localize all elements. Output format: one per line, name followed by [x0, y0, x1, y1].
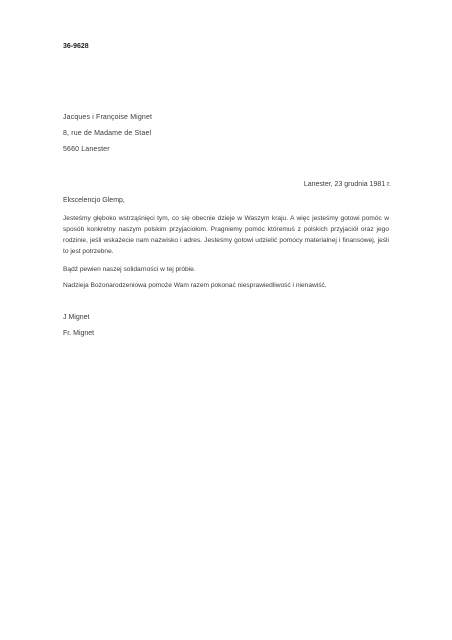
- body-paragraph-2: Bądź pewien naszej solidarności w tej próbie.: [63, 266, 196, 273]
- signature-1: J Mignet: [63, 314, 90, 321]
- document-id: 36-9628: [63, 43, 89, 50]
- sender-street: 8, rue de Madame de Stael: [63, 130, 152, 137]
- sender-name: Jacques i Françoise Mignet: [63, 114, 153, 121]
- body-paragraph-3: Nadzieja Bożonarodzeniowa pomoże Wam razem pokonać niesprawiedliwość i nienawiść.: [63, 282, 327, 289]
- signature-2: Fr. Mignet: [63, 330, 95, 337]
- letter-date: Lanester, 23 grudnia 1981 r.: [303, 181, 391, 188]
- body-paragraph-1: Jesteśmy głęboko wstrząśnięci tym, co się obecnie dzieje w Waszym kraju. A więc jesteśmy gotowi pomóc w sposób konkretny naszym polskim przyjaciołom. Pragniemy pomóc któremuś z polskich przyjaciół oraz jego rodzinie, jeśli wskażecie nam nazwisko i adres. Jesteśmy gotowi udzielić pomocy materialnej i finansowej, jeśli to jest potrzebne.: [63, 215, 389, 255]
- salutation: Ekscelencjo Glemp,: [63, 197, 125, 204]
- sender-city: 5660 Lanester: [63, 146, 110, 153]
